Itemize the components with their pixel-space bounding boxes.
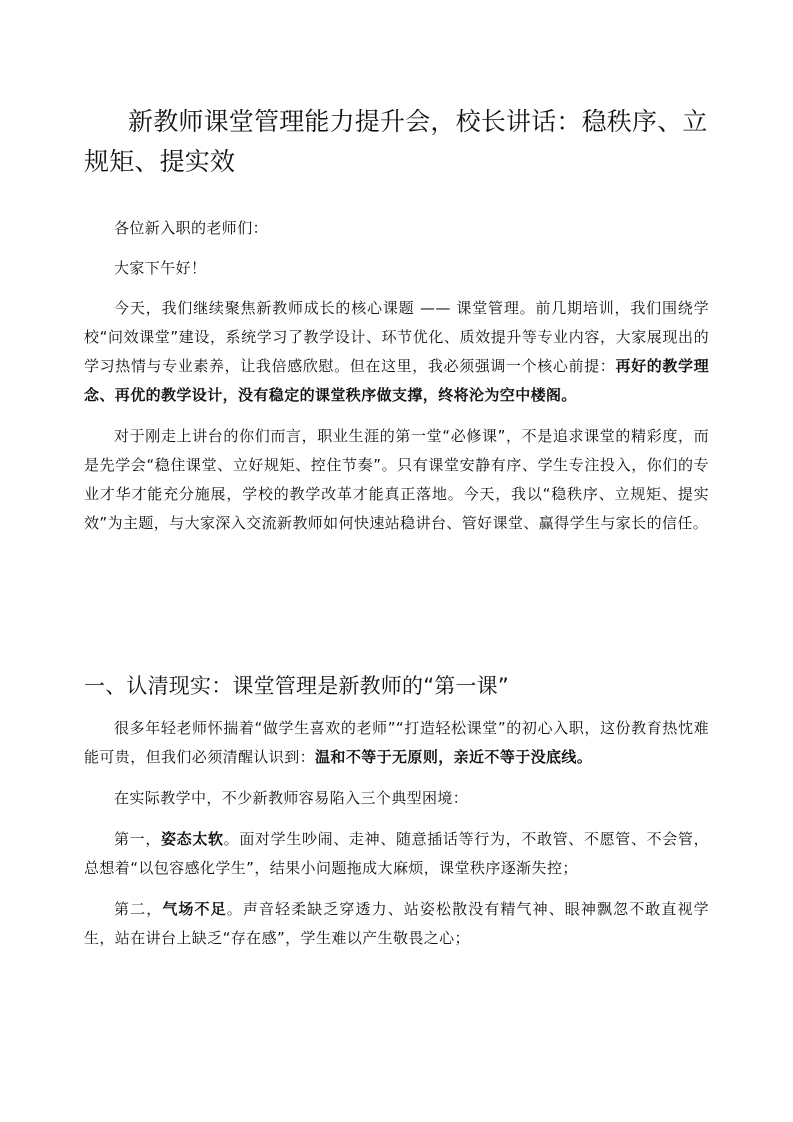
section-1-paragraph-1 [84, 714, 709, 772]
problem-item-1-prefix: 第一， [114, 830, 161, 848]
problem-item-2-title: 气场不足 [162, 900, 227, 918]
section-1-paragraph-1-emphasis: 温和不等于无原则，亲近不等于没底线。 [315, 748, 593, 766]
section-1-paragraph-1-text: 很多年轻老师怀揣着“做学生喜欢的老师”“打造轻松课堂”的初心入职，这份教育热忱难能可贵，但我们必须清醒认识到： [84, 719, 709, 766]
problem-item-2-prefix: 第二， [114, 900, 163, 918]
intro-text: 今天，我们继续聚焦新教师成长的核心课题 —— 课堂管理。前几期培训，我们围绕学校“问效课堂”建设，系统学习了教学设计、环节优化、质效提升等专业内容，大家展现出的学习热情与专业素养，让我倍感欣慰。但在这里，我必须强调一个核心前提： [84, 299, 709, 375]
intro-emphasis: 再好的教学理念、再优的教学设计，没有稳定的课堂秩序做支撑，终将沦为空中楼阁。 [84, 357, 709, 404]
salutation-paragraph: 大家下午好！ [114, 259, 207, 277]
theme-paragraph: 对于刚走上讲台的你们而言，职业生涯的第一堂“必修课”，不是追求课堂的精彩度，而是先学会“稳住课堂、立好规矩、控住节奏”。只有课堂安静有序、学生专注投入，你们的专业才华才能充分施展，学校的教学改革才能真正落地。今天，我以“稳秩序、立规矩、提实效”为主题，与大家深入交流新教师如何快速站稳讲台、管好课堂、赢得学生与家长的信任。 [84, 427, 709, 532]
document-title: 新教师课堂管理能力提升会，校长讲话：稳秩序、立规矩、提实效 [84, 107, 708, 176]
greeting-paragraph: 各位新入职的老师们： [114, 219, 269, 237]
intro-paragraph [84, 294, 709, 410]
section-1-content [84, 714, 709, 965]
section-heading-1: 一、认清现实：课堂管理是新教师的“第一课” [84, 674, 509, 698]
problem-item-1-title: 姿态太软 [161, 830, 224, 848]
problem-item-2 [84, 895, 709, 953]
problem-item-1 [84, 825, 709, 883]
problem-item-2-text: 。声音轻柔缺乏穿透力、站姿松散没有精气神、眼神飘忽不敢直视学生，站在讲台上缺乏“存在感”，学生难以产生敬畏之心； [84, 900, 709, 947]
opening-section [84, 214, 709, 550]
section-1-paragraph-2: 在实际教学中，不少新教师容易陷入三个典型困境： [114, 789, 469, 807]
problem-item-1-text: 。面对学生吵闹、走神、随意插话等行为，不敢管、不愿管、不会管，总想着“以包容感化学生”，结果小问题拖成大麻烦，课堂秩序逐渐失控； [84, 830, 710, 877]
